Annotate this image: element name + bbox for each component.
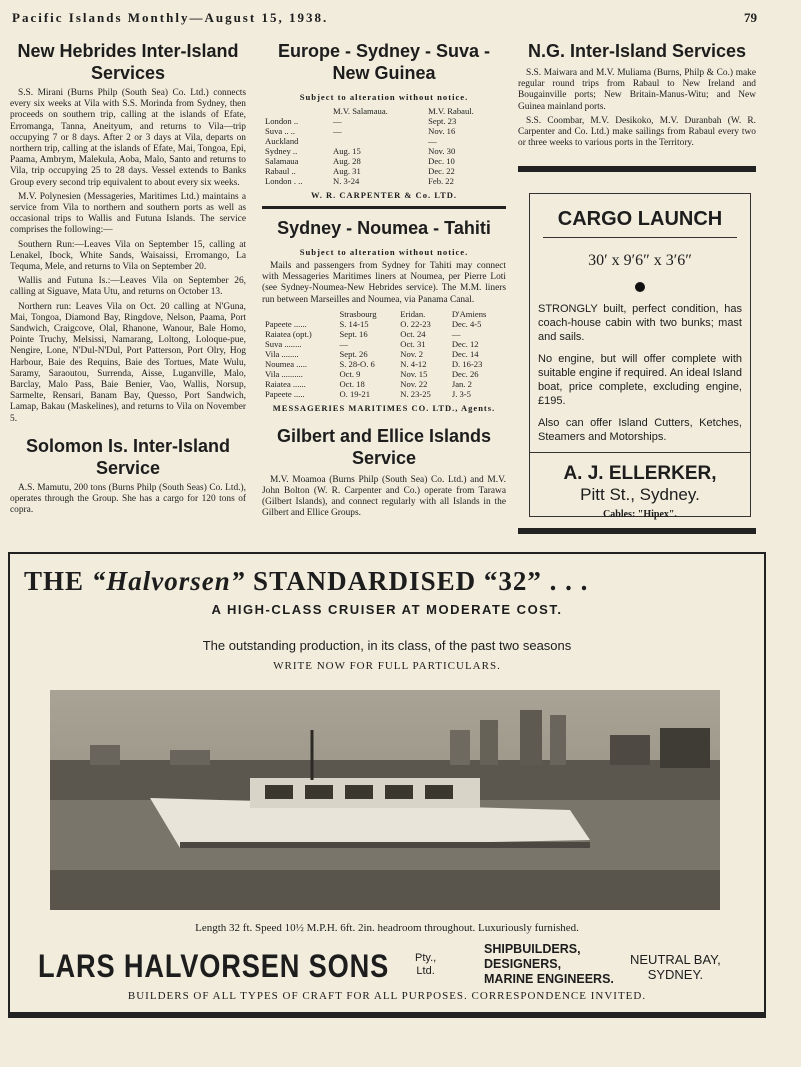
ng-para: S.S. Maiwara and M.V. Muliama (Burns, Philp & Co.) make regular round trips from Rabaul to New Ireland and Bougainville ports; New Britain-Manus-Witu; and New Guinea mainland ports. [518,68,756,112]
company-services: SHIPBUILDERS, DESIGNERS, MARINE ENGINEERS. [484,942,614,986]
advertiser-name: A. J. ELLERKER, [563,463,717,484]
company-name: LARS HALVORSEN SONS [38,948,390,984]
sn-subject: Subject to alteration without notice. [299,247,469,257]
eu-col-head: M.V. Rabaul. [428,106,474,116]
eu-subject: Subject to alteration without notice. [299,92,469,102]
ng-body [518,68,756,149]
table-row: Vila ........ Sept. 26 Nov. 2 Dec. 14 [265,348,479,359]
page-number: 79 [744,10,757,25]
ng-title: N.G. Inter-Island Services [527,41,747,61]
sn-title: Sydney - Noumea - Tahiti [277,218,491,238]
sn-col-head: Eridan. [400,308,426,319]
eu-agent: W. R. CARPENTER & Co. LTD. [310,190,458,200]
sol-para: A.S. Mamutu, 200 tons (Burns Philp (South Seas) Co. Ltd.), operates through the Group. She has a cargo for 120 tons of copra. [10,482,246,516]
ge-body [262,475,506,520]
table-row: London .. — Sept. 23 [265,116,457,126]
company-location: NEUTRAL BAY, SYDNEY. [630,952,721,982]
sn-col-head: Strasbourg [339,308,377,319]
divider [518,166,756,172]
divider [543,237,737,238]
cargo-launch-ad [529,193,751,520]
ge-title: Gilbert and Ellice Islands Service [276,425,492,468]
table-row: Raiatea ...... Oct. 18 Nov. 22 Jan. 2 [265,378,472,389]
table-row: Suva ........ — Oct. 31 Dec. 12 [265,338,479,349]
sn-agent: MESSAGERIES MARITIMES CO. LTD., Agents. [272,402,496,413]
cargo-title: CARGO LAUNCH [557,208,723,230]
divider [518,528,756,534]
ad-subtitle: A HIGH-CLASS CRUISER AT MODERATE COST. [211,602,563,617]
cargo-dimensions: 30′ x 9′6″ x 3′6″ [588,252,692,269]
cable-address: Cables: "Hipex". [603,509,677,520]
cruiser-photo [50,690,720,910]
ng-para: S.S. Coombar, M.V. Desikoko, M.V. Duranbah (W. R. Carpenter and Co. Ltd.) make sailings from Rabaul every two or three weeks to various ports in the Territory. [518,115,756,149]
column-right [518,40,756,152]
halvorsen-ad [8,552,766,1014]
table-row: Vila .......... Oct. 9 Nov. 15 Dec. 26 [265,368,479,379]
sol-body [10,483,246,517]
table-row: London . .. N. 3-24 Feb. 22 [265,176,454,186]
table-row: Papeete ..... O. 19-21 N. 23-25 J. 3-5 [265,388,471,399]
ad-caption: Length 32 ft. Speed 10½ M.P.H. 6ft. 2in. headroom throughout. Luxuriously furnished. [195,922,579,934]
cargo-para: STRONGLY built, perfect condition, has coach-house cabin with two bunks; mast and sails. [538,303,742,343]
eu-title: Europe - Sydney - Suva - New Guinea [277,41,491,83]
table-row: Salamaua Aug. 28 Dec. 10 [265,156,455,166]
nh-body [10,88,246,425]
sn-col-head: D'Amiens [451,308,487,319]
nh-para: Northern run: Leaves Vila on Oct. 20 calling at N'Guna, Mai, Tongoa, Diamond Bay, Ringdove, Nelson, Paama, Port Sandwich, Craigcove, Olal, Rhanone, Wanour, Bale Homo, Pointe Truchy, Melsissi, Namarang, Loltong, Loloque-pue, Nengire, Lone, N'Dul-N'Dul, Port Patterson, Port Olry, Hog Harbour, Baie des Requins, Baie des Tortues, Mate Wulu, Saramy, Saraoutou, Surrenda, Aisse, Luganville, Malo, Barclay, Malo Pass, Baie Benier, Vao, Wallis, Norsup, Sarmelte, Rensari, Banam Bay, Quesso, Port Sandwich, Lamap, Bakau (Maskelines), and returns to Vila on November 5. [10,301,246,424]
advertiser-address: Pitt St., Sydney. [580,485,700,504]
table-row: Papeete ...... S. 14-15 O. 22-23 Dec. 4-5 [265,318,482,329]
column-left [10,40,246,520]
cargo-para: No engine, but will offer complete with suitable engine if required. An ideal Island boat, price complete, excluding engine, £195. [538,353,742,407]
table-row: Noumea ..... S. 28-O. 6 N. 4-12 D. 16-23 [265,358,483,369]
company-suffix: Pty., Ltd. [415,952,437,977]
sn-body [262,261,506,306]
table-row: Sydney .. Aug. 15 Nov. 30 [265,146,456,156]
column-middle [262,40,506,523]
table-row: Suva .. .. — Nov. 16 [265,126,456,136]
nh-para: Wallis and Futuna Is.:—Leaves Vila on September 26, calling at Siguave, Mata Utu, and returns on October 13. [10,276,246,298]
running-header: Pacific Islands Monthly—August 15, 1938. [12,10,329,25]
nh-title: New Hebrides Inter-Island Services [17,41,239,83]
sn-para: Mails and passengers from Sydney for Tahiti may connect with Messageries Maritimes liners at Noumea, per Pierre Loti (see Sydney-Noumea-New Hebrides service). The M.M. liners run between Marseilles and Noumea, via Panama Canal. [262,261,506,305]
eu-col-head: M.V. Salamaua. [333,106,388,116]
divider [530,452,750,453]
table-row: Rabaul .. Aug. 31 Dec. 22 [265,166,455,176]
ge-para: M.V. Moamoa (Burns Philp (South Sea) Co. Ltd.) and M.V. John Bolton (W. R. Carpenter and Co.) operate from Tarawa (Gilbert Islands), and connect regularly with all Islands in the Gilbert and Ellice Groups. [262,474,506,519]
nh-para: Southern Run:—Leaves Vila on September 15, calling at Lenakel, Ibock, White Sands, Waisaissi, Erromango, La Tequma, Mele, and returns to Vila on September 20. [10,239,246,273]
ad-write-now: WRITE NOW FOR FULL PARTICULARS. [273,660,501,672]
ad-footer: BUILDERS OF ALL TYPES OF CRAFT FOR ALL PURPOSES. CORRESPONDENCE INVITED. [127,990,647,1002]
sn-schedule-table [262,309,506,399]
table-row: Raiatea (opt.) Sept. 16 Oct. 24 — [265,328,461,339]
ad-title: THE “Halvorsen” STANDARDISED “32” . . . [24,566,589,596]
table-row: Auckland — [265,136,437,146]
eu-schedule-table [262,106,506,186]
nh-para: S.S. Mirani (Burns Philp (South Sea) Co. Ltd.) connects every six weeks at Vila with S.S. Morinda from Sydney, then proceeds on southern trip, calling at the islands of Efate, Erromanga, Tanna, Aneityum, and returns to Vila—trip occupying 7 or 8 days. After 2 or 3 days at Vila, departs on northern trip, calling at the islands of Efate, Mai, Tongoa, Epi, Paama, Ambrym, Malekula, Aoba, Malo, Santo and returns to Vila, trip occupying 25 to 28 days. Vessel extends to Banks Group every second trip equivalent to about every six weeks. [10,88,246,188]
bullet-dot-icon [635,282,645,292]
ad-tagline: The outstanding production, in its class, of the past two seasons [202,638,572,653]
nh-para: M.V. Polynesien (Messageries, Maritimes Ltd.) maintains a service from Vila to northern and southern ports as well as occasional trips to Wallis and Futuna Islands. The service comprises the following:— [10,191,246,236]
sol-title: Solomon Is. Inter-Island Service [25,435,231,478]
divider [262,206,506,209]
cargo-para: Also can offer Island Cutters, Ketches, Steamers and Motorships. [538,417,742,443]
divider [8,1012,766,1018]
